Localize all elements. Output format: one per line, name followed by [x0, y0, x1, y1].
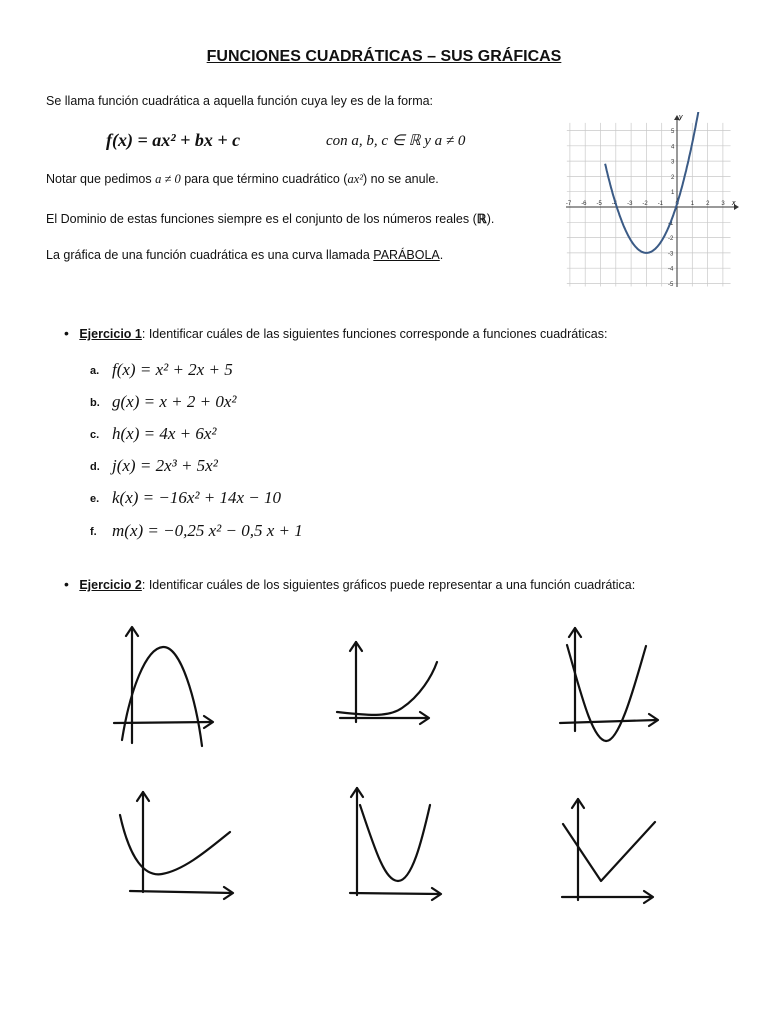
- x-tick-label: 0: [675, 201, 679, 207]
- parabola-word: PARÁBOLA: [373, 248, 440, 262]
- general-formula: f(x) = ax² + bx + c: [106, 130, 241, 150]
- x-tick-label: 1: [690, 201, 695, 207]
- item-expression: m(x) = −0,25 x² − 0,5 x + 1: [112, 521, 303, 540]
- item-letter: a.: [90, 365, 100, 377]
- sample-parabola-graph: [560, 112, 742, 292]
- x-tick-label: 2: [706, 201, 710, 207]
- item-expression: f(x) = x² + 2x + 5: [112, 360, 233, 379]
- parabola-prefix: La gráfica de una función cuadrática es una curva llamada: [46, 248, 374, 262]
- note-suffix: ) no se anule.: [363, 172, 439, 186]
- page-title: FUNCIONES CUADRÁTICAS – SUS GRÁFICAS: [206, 48, 562, 65]
- curve: [337, 662, 437, 715]
- item-letter: d.: [90, 461, 100, 473]
- x-tick-label: -3: [627, 201, 633, 207]
- graph-4: [120, 792, 233, 899]
- curve: [360, 805, 430, 881]
- domain-text: [46, 211, 494, 226]
- x-axis: [350, 893, 440, 894]
- item-expression: g(x) = x + 2 + 0x²: [112, 392, 237, 411]
- y-tick-label: 4: [671, 144, 675, 151]
- item-expression: k(x) = −16x² + 14x − 10: [112, 488, 281, 507]
- formula-condition: [326, 131, 465, 150]
- exercise2-label: Ejercicio 2: [79, 578, 142, 592]
- graph-6: [562, 799, 655, 903]
- domain-prefix: El Dominio de estas funciones siempre es el conjunto de los números reales (: [46, 212, 477, 226]
- parabola-suffix: .: [439, 248, 444, 262]
- item-letter: b.: [90, 397, 100, 409]
- note-prefix: Notar que pedimos: [46, 172, 156, 186]
- x-tick-label: 3: [721, 201, 725, 207]
- x-axis-label: x: [732, 200, 736, 207]
- curve: [567, 645, 646, 741]
- x-tick-label: -2: [642, 201, 648, 207]
- note-math-a: a ≠ 0: [155, 172, 181, 186]
- x-axis: [130, 891, 232, 893]
- graph-axes: [566, 115, 739, 287]
- curve: [563, 822, 655, 881]
- handdrawn-graphs: [0, 600, 768, 930]
- parabola-curve: [605, 112, 708, 253]
- x-tick-label: -4: [611, 201, 618, 207]
- exercise2-heading: [64, 576, 635, 592]
- bullet-icon: •: [64, 325, 69, 341]
- item-letter: e.: [90, 493, 100, 505]
- note-text: [46, 172, 439, 187]
- x-tick-label: -6: [581, 201, 587, 207]
- graph-3: [560, 628, 658, 741]
- y-tick-label: -2: [668, 236, 674, 243]
- parabola-text: [46, 248, 443, 262]
- graph-5: [350, 788, 441, 900]
- y-tick-label: -3: [668, 251, 674, 258]
- y-tick-label: 2: [671, 174, 675, 181]
- exercise1-text: : Identificar cuáles de las siguientes funciones corresponde a funciones cuadráticas:: [141, 327, 608, 341]
- curve: [122, 647, 202, 746]
- y-tick-label: 1: [671, 190, 675, 197]
- domain-math: ℝ: [476, 212, 487, 226]
- graph-2: [337, 642, 437, 724]
- y-tick-label: 3: [671, 159, 675, 166]
- domain-suffix: ).: [486, 212, 495, 226]
- y-tick-label: -1: [668, 220, 674, 227]
- exercise2-text: : Identificar cuáles de los siguientes gráficos puede representar a una función cuadrática:: [141, 578, 636, 592]
- bullet-icon: •: [64, 576, 69, 592]
- exercise1-heading: [64, 325, 607, 341]
- x-tick-label: -5: [596, 201, 602, 207]
- x-tick-label: -1: [657, 201, 664, 207]
- y-tick-label: -4: [668, 266, 674, 273]
- y-tick-label: -5: [668, 282, 674, 288]
- note-math-ax2: ax²: [347, 172, 364, 186]
- item-letter: f.: [90, 526, 97, 538]
- curve: [120, 815, 230, 874]
- y-tick-label: 5: [671, 129, 675, 135]
- item-expression: j(x) = 2x³ + 5x²: [112, 456, 218, 475]
- y-axis-label: y: [679, 114, 683, 121]
- x-tick-label: -7: [565, 201, 572, 207]
- item-expression: h(x) = 4x + 6x²: [112, 424, 217, 443]
- exercise1-label: Ejercicio 1: [79, 327, 142, 341]
- note-middle: para que término cuadrático (: [180, 172, 348, 186]
- intro-text: Se llama función cuadrática a aquella función cuya ley es de la forma:: [46, 94, 434, 108]
- graph-1: [114, 627, 213, 746]
- item-letter: c.: [90, 429, 100, 441]
- formula-condition-text: con a, b, c ∈ ℝ y a ≠ 0: [326, 133, 466, 149]
